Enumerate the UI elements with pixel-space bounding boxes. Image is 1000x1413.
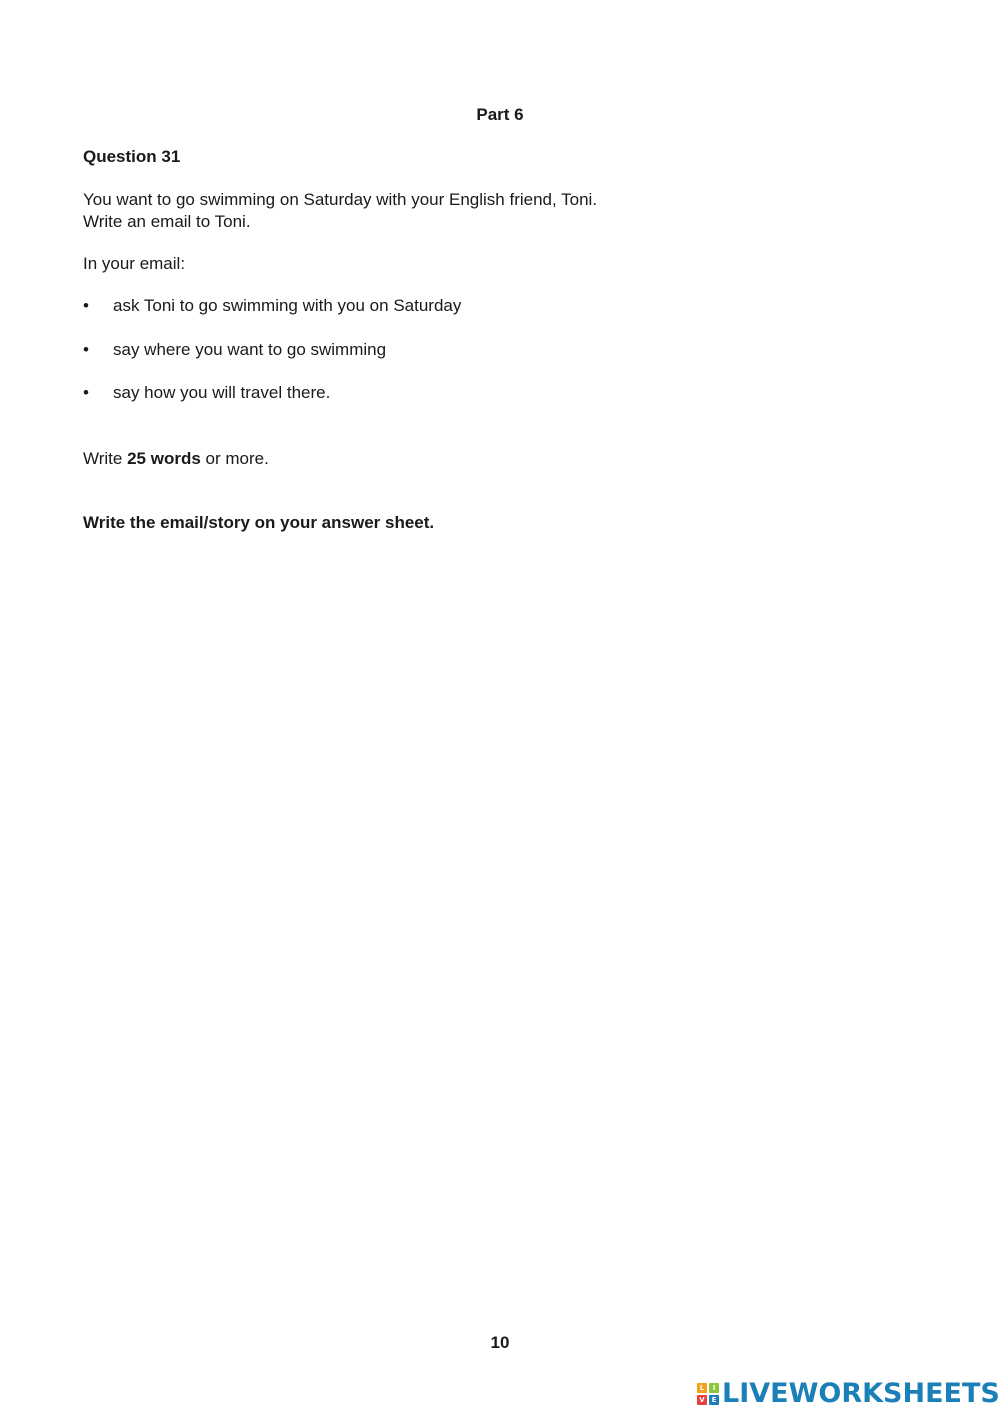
part-title: Part 6 <box>476 105 524 124</box>
bullet-text: ask Toni to go swimming with you on Saturday <box>113 296 462 315</box>
bullet-item-3 <box>83 383 330 403</box>
answer-sheet-instruction: Write the email/story on your answer sheet. <box>83 513 435 532</box>
bullet-item-2 <box>83 340 386 360</box>
word-count-emphasis: 25 words <box>127 449 201 468</box>
bullet-item-1 <box>83 296 461 316</box>
word-count-instruction <box>83 448 269 470</box>
bullet-text: say where you want to go swimming <box>113 340 387 359</box>
logo-grid-icon <box>697 1383 719 1405</box>
logo-text: LIVEWORKSHEETS <box>722 1378 1000 1409</box>
intro-line-1: You want to go swimming on Saturday with your English friend, Toni. <box>83 190 598 209</box>
page-number: 10 <box>490 1333 510 1352</box>
intro-paragraph <box>83 189 597 233</box>
list-heading: In your email: <box>83 254 186 273</box>
bullet-icon: • <box>83 340 89 359</box>
word-count-prefix: Write <box>83 449 123 468</box>
intro-line-2: Write an email to Toni. <box>83 212 251 231</box>
logo-letter-i: I <box>709 1383 719 1393</box>
logo-letter-v: V <box>697 1395 707 1405</box>
bullet-icon: • <box>83 383 89 402</box>
word-count-suffix: or more. <box>205 449 269 468</box>
bullet-text: say how you will travel there. <box>113 383 331 402</box>
question-title: Question 31 <box>83 147 181 166</box>
logo-letter-e: E <box>709 1395 719 1405</box>
bullet-icon: • <box>83 296 89 315</box>
logo-letter-l: L <box>697 1383 707 1393</box>
liveworksheets-logo <box>697 1378 1000 1409</box>
